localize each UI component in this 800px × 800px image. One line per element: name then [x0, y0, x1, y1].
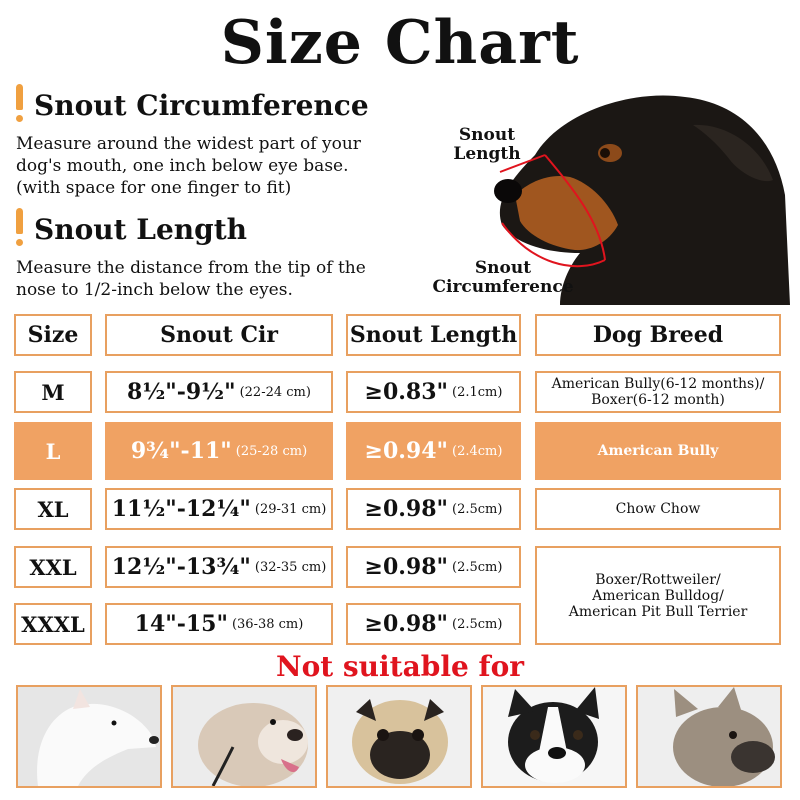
breed-cell	[535, 488, 781, 530]
boston-terrier-photo	[481, 685, 627, 788]
not-suitable-title: Not suitable for	[275, 650, 525, 683]
breed-cell-merged	[535, 546, 781, 645]
cir-cm: (36-38 cm)	[231, 616, 304, 632]
snout-length-cell	[346, 546, 521, 588]
len-inches: ≥0.98"	[364, 611, 449, 637]
len-inches: ≥0.83"	[364, 379, 449, 405]
label-line: Circumference	[432, 277, 574, 297]
header-snout-length: Snout Length	[346, 314, 521, 356]
desc-line: (with space for one finger to fit)	[16, 178, 292, 198]
cir-inches: 14"-15"	[134, 611, 228, 637]
snout-cir-cell	[105, 488, 333, 530]
header-size: Size	[14, 314, 92, 356]
snout-length-cell	[346, 603, 521, 645]
desc-line: dog's mouth, one inch below eye base.	[16, 156, 349, 176]
len-inches: ≥0.98"	[364, 496, 449, 522]
label-line: Snout	[458, 125, 516, 145]
size-cell: XXL	[14, 546, 92, 588]
snout-length-heading: Snout Length	[34, 213, 248, 246]
header-snout-cir: Snout Cir	[105, 314, 333, 356]
desc-line: nose to 1/2-inch below the eyes.	[16, 280, 293, 300]
len-inches: ≥0.94"	[364, 438, 449, 464]
snout-length-cell	[346, 371, 521, 413]
label-line: Snout	[474, 258, 532, 278]
french-bulldog-photo	[636, 685, 782, 788]
size-cell: L	[14, 422, 92, 480]
snout-cir-cell	[105, 603, 333, 645]
snout-cir-cell	[105, 422, 333, 480]
len-cm: (2.5cm)	[452, 501, 503, 517]
breed-cell	[535, 371, 781, 413]
desc-line: Measure around the widest part of your	[16, 134, 361, 154]
cir-cm: (25-28 cm)	[235, 443, 308, 459]
len-cm: (2.5cm)	[452, 559, 503, 575]
circumference-description	[16, 133, 361, 199]
snout-cir-cell	[105, 546, 333, 588]
label-line: Length	[453, 144, 521, 164]
header-dog-breed: Dog Breed	[535, 314, 781, 356]
breed-text: Chow Chow	[615, 501, 701, 517]
english-bulldog-photo	[171, 685, 317, 788]
size-cell: XXXL	[14, 603, 92, 645]
cir-inches: 8½"-9½"	[127, 379, 236, 405]
cir-cm: (32-35 cm)	[254, 559, 327, 575]
desc-line: Measure the distance from the tip of the	[16, 258, 366, 278]
len-cm: (2.5cm)	[452, 616, 503, 632]
len-cm: (2.4cm)	[452, 443, 503, 459]
snout-cir-cell	[105, 371, 333, 413]
len-inches: ≥0.98"	[364, 554, 449, 580]
size-cell: M	[14, 371, 92, 413]
breed-text: American Bully(6-12 months)/ Boxer(6-12 month)	[551, 376, 765, 408]
len-cm: (2.1cm)	[452, 384, 503, 400]
cir-inches: 11½"-12¼"	[111, 496, 251, 522]
cir-cm: (29-31 cm)	[254, 501, 327, 517]
size-cell: XL	[14, 488, 92, 530]
snout-circumference-heading: Snout Circumference	[34, 89, 369, 122]
pug-photo	[326, 685, 472, 788]
page-title: Size Chart	[220, 8, 580, 78]
breed-cell	[535, 422, 781, 480]
snout-length-label	[452, 126, 522, 164]
breed-text: American Bully	[597, 443, 719, 459]
snout-length-cell	[346, 488, 521, 530]
cir-inches: 9¾"-11"	[130, 438, 232, 464]
breed-text: Boxer/Rottweiler/ American Bulldog/ American Pit Bull Terrier	[568, 571, 748, 620]
length-description	[16, 257, 366, 301]
cir-inches: 12½"-13¾"	[111, 554, 251, 580]
snout-circumference-label	[428, 259, 578, 297]
cir-cm: (22-24 cm)	[239, 384, 311, 400]
snout-length-cell	[346, 422, 521, 480]
bull-terrier-photo	[16, 685, 162, 788]
